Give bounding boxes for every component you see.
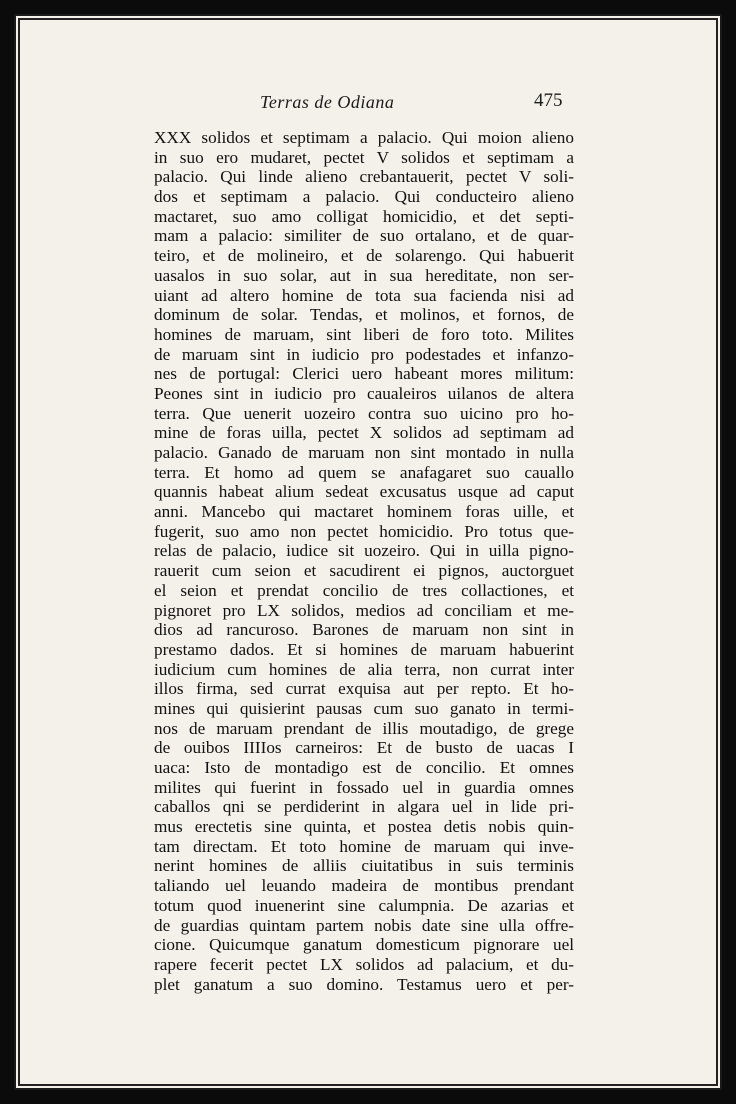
text-line: terra. Et homo ad quem se anafagaret suo cauallo [154,462,574,482]
text-line: nos de maruam prendant de illis moutadigo, de grege [154,718,574,738]
text-line: illos firma, sed currat exquisa aut per repto. Et ho- [154,679,574,699]
text-line: mactaret, suo amo colligat homicidio, et det septi- [154,206,574,226]
text-line: palacio. Qui linde alieno crebantauerit, pectet V soli- [154,167,574,187]
text-line: rauerit cum seion et sacudirent ei pignos, auctorguet [154,561,574,581]
text-line: terra. Que uenerit uozeiro contra suo uicino pro ho- [154,403,574,423]
text-line: uaca: Isto de montadigo est de concilio. Et omnes [154,758,574,777]
text-line: nerint homines de alliis ciuitatibus in suis terminis [154,856,574,876]
text-line: anni. Mancebo qui mactaret hominem foras uille, et [154,502,574,522]
text-line: tam directam. Et toto homine de maruam qui inve- [154,836,574,856]
body-text [154,128,574,994]
text-line: relas de palacio, iudice sit uozeiro. Qui in uilla pigno- [154,541,574,561]
text-line: dios ad rancuroso. Barones de maruam non sint in [154,620,574,640]
running-title: Terras de Odiana [260,92,395,112]
text-line: rapere fecerit pectet LX solidos ad palacium, et du- [154,954,574,974]
text-line: Peones sint in iudicio pro caualeiros uilanos de altera [154,383,574,403]
text-line: dominum de solar. Tendas, et molinos, et fornos, de [154,305,574,325]
text-line: uiant ad altero homine de tota sua facienda nisi ad [154,285,574,305]
text-line: iudicium cum homines de alia terra, non currat inter [154,659,574,679]
text-line: mines qui quisierint pausas cum suo ganato in termi- [154,698,574,718]
text-line: milites qui fuerint in fossado uel in guardia omnes [154,777,574,797]
page-sheet [14,14,722,1090]
text-line: totum quod inuenerint sine calumpnia. De azarias et [154,895,574,915]
text-line: nes de portugal: Clerici uero habeant mores militum: [154,364,574,384]
text-line: quannis habeat alium sedeat excusatus usque ad caput [154,482,574,502]
text-line: teiro, et de molineiro, et de solarengo. Qui habuerit [154,246,574,266]
text-line: plet ganatum a suo domino. Testamus uero et per- [154,974,574,994]
text-line: mine de foras uilla, pectet X solidos ad septimam ad [154,423,574,443]
text-line: de ouibos IIIIos carneiros: Et de busto de uacas I [154,738,574,758]
text-line: palacio. Ganado de maruam non sint montado in nulla [154,443,574,462]
text-line: dos et septimam a palacio. Qui conducteiro alieno [154,187,574,207]
text-line: mus erectetis sine quinta, et postea detis nobis quin- [154,817,574,837]
text-line: pignoret pro LX solidos, medios ad conciliam et me- [154,600,574,620]
text-line: taliando uel leuando madeira de montibus prendant [154,876,574,896]
page-header [14,88,722,118]
text-line: uasalos in suo solar, aut in sua hereditate, non ser- [154,265,574,285]
text-line: homines de maruam, sint liberi de foro toto. Milites [154,324,574,344]
page-number: 475 [534,90,563,111]
text-line: fugerit, suo amo non pectet homicidio. Pro totus que- [154,521,574,541]
text-line: caballos qni se perdiderint in algara uel in lide pri- [154,797,574,817]
text-line: de guardias quintam partem nobis date sine ulla offre- [154,915,574,935]
text-line: de maruam sint in iudicio pro podestades et infanzo- [154,344,574,364]
text-line: cione. Quicumque ganatum domesticum pignorare uel [154,935,574,955]
text-line: in suo ero mudaret, pectet V solidos et septimam a [154,147,574,167]
text-line: prestamo dados. Et si homines de maruam habuerint [154,639,574,659]
text-line: el seion et prendat concilio de tres collactiones, et [154,580,574,600]
text-line: XXX solidos et septimam a palacio. Qui moion alieno [154,128,574,147]
text-line: mam a palacio: similiter de suo ortalano, et de quar- [154,226,574,246]
